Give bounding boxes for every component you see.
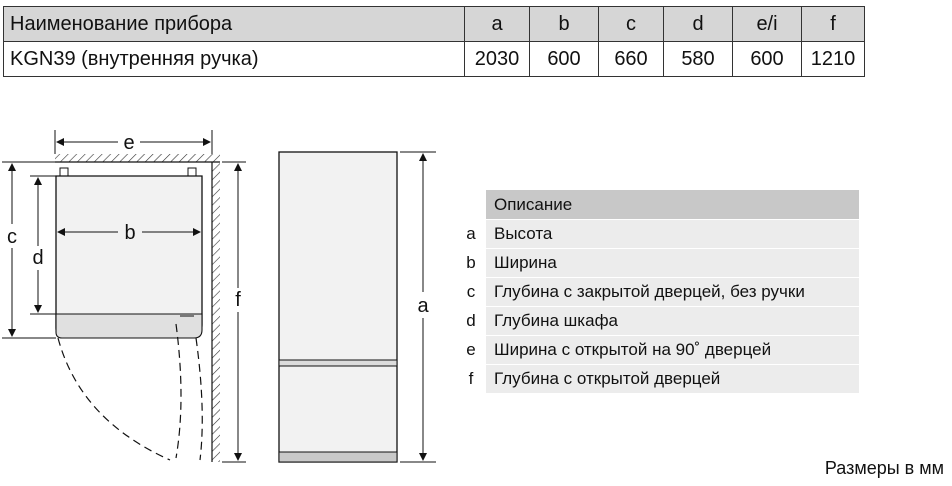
legend-desc: Глубина шкафа [494, 311, 619, 330]
dimension-e [55, 130, 212, 154]
legend-desc: Ширина [494, 253, 557, 272]
legend-row [456, 335, 859, 364]
legend-desc: Глубина с открытой дверцей [494, 369, 721, 388]
cell-c: 660 [599, 42, 664, 77]
label-f: f [235, 289, 241, 311]
legend-title: Описание [486, 190, 859, 219]
dimension-drawing [0, 120, 460, 470]
legend-key: b [456, 249, 486, 277]
legend-desc: Высота [494, 224, 553, 243]
legend-row [456, 248, 859, 277]
label-c: c [7, 226, 17, 248]
label-e: e [123, 132, 135, 154]
cell-f: 1210 [802, 42, 865, 77]
legend-desc: Глубина с закрытой дверцей, без ручки [494, 282, 805, 301]
spec-table-header-row [4, 7, 865, 42]
label-a: a [417, 295, 429, 317]
label-d: d [32, 247, 44, 269]
fridge-top-view [56, 168, 202, 338]
spec-table [3, 6, 865, 77]
label-b: b [124, 222, 136, 244]
header-device-name: Наименование прибора [4, 7, 465, 42]
legend-key: d [456, 307, 486, 335]
legend-key: e [456, 336, 486, 364]
legend-key: a [456, 220, 486, 248]
dimension-f [222, 162, 246, 462]
header-c: c [599, 7, 664, 42]
legend-key: c [456, 278, 486, 306]
spec-table-row [4, 42, 865, 77]
header-ei: e/i [733, 7, 802, 42]
dimension-c [2, 162, 56, 338]
legend-desc: Ширина с открытой на 90˚ дверцей [494, 340, 772, 359]
legend-row [456, 306, 859, 335]
cell-d: 580 [664, 42, 733, 77]
header-a: a [465, 7, 530, 42]
header-f: f [802, 7, 865, 42]
units-note: Размеры в мм [824, 458, 944, 478]
dimension-d [30, 176, 56, 314]
fridge-front-view [279, 152, 397, 462]
legend-key: f [456, 365, 486, 393]
legend-table [456, 190, 859, 393]
cell-b: 600 [530, 42, 599, 77]
header-d: d [664, 7, 733, 42]
cell-ei: 600 [733, 42, 802, 77]
cell-device-name: KGN39 (внутренняя ручка) [4, 42, 465, 77]
header-b: b [530, 7, 599, 42]
legend-row [456, 364, 859, 393]
legend-row [456, 277, 859, 306]
dimension-a [400, 152, 436, 462]
cell-a: 2030 [465, 42, 530, 77]
legend-row [456, 219, 859, 248]
door-swing-arcs [58, 324, 202, 460]
